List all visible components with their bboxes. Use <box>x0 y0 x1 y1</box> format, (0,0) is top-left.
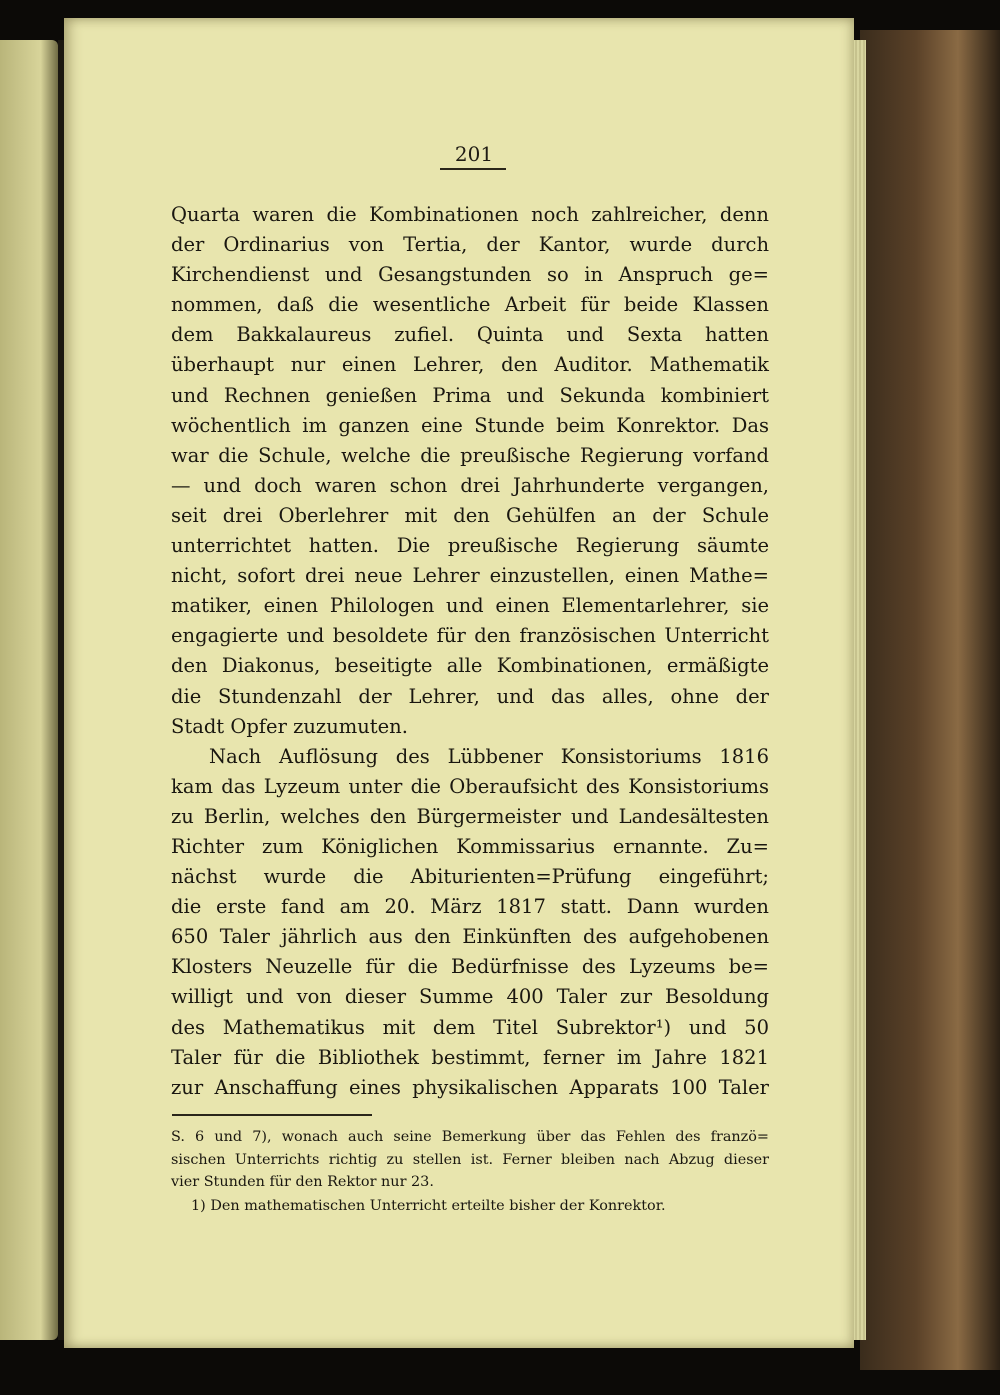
text-line: des Mathematikus mit dem Titel Subrektor¹) und 50 <box>171 1015 769 1039</box>
body-text <box>171 200 769 1103</box>
text-line: war die Schule, welche die preußische Regierung vorfand <box>171 443 769 467</box>
text-line: nommen, daß die wesentliche Arbeit für beide Klassen <box>171 293 769 317</box>
text-line: nicht, sofort drei neue Lehrer einzustellen, einen Mathe= <box>171 564 769 588</box>
text-line: 650 Taler jährlich aus den Einkünften des aufgehobenen <box>171 925 769 949</box>
page-number: 201 <box>454 142 494 166</box>
text-line: wöchentlich im ganzen eine Stunde beim Konrektor. Das <box>171 413 769 437</box>
text-line: Taler für die Bibliothek bestimmt, ferner im Jahre 1821 <box>171 1045 769 1069</box>
text-line: Klosters Neuzelle für die Bedürfnisse des Lyzeums be= <box>171 955 769 979</box>
text-line: Quarta waren die Kombinationen noch zahlreicher, denn <box>171 203 769 226</box>
text-line: zur Anschaffung eines physikalischen Apparats 100 Taler <box>171 1075 769 1099</box>
text-line: matiker, einen Philologen und einen Elementarlehrer, sie <box>171 594 769 618</box>
text-line: den Diakonus, beseitigte alle Kombinationen, ermäßigte <box>171 654 769 678</box>
text-line: engagierte und besoldete für den französischen Unterricht <box>171 624 769 648</box>
text-line: die Stundenzahl der Lehrer, und das alles, ohne der <box>171 684 769 708</box>
text-line: kam das Lyzeum unter die Oberaufsicht des Konsistoriums <box>171 774 769 798</box>
text-line: Stadt Opfer zuzumuten. <box>171 714 408 738</box>
book-page <box>64 18 854 1348</box>
footnote-line: sischen Unterrichts richtig zu stellen ist. Ferner bleiben nach Abzug dieser <box>171 1151 769 1168</box>
footnote-1: 1) Den mathematischen Unterricht erteilte bisher der Konrektor. <box>191 1197 666 1214</box>
text-line: willigt und von dieser Summe 400 Taler zur Besoldung <box>171 985 769 1009</box>
text-line: zu Berlin, welches den Bürgermeister und Landesältesten <box>171 804 769 828</box>
text-line: überhaupt nur einen Lehrer, den Auditor. Mathematik <box>171 353 769 377</box>
footnotes <box>171 1126 769 1217</box>
text-line: nächst wurde die Abiturienten=Prüfung eingeführt; <box>171 865 769 889</box>
text-line: der Ordinarius von Tertia, der Kantor, wurde durch <box>171 233 769 257</box>
book-cover <box>860 30 1000 1370</box>
text-line: unterrichtet hatten. Die preußische Regierung säumte <box>171 534 769 558</box>
text-line: Nach Auflösung des Lübbener Konsistoriums 1816 <box>209 744 769 768</box>
text-line: die erste fand am 20. März 1817 statt. Dann wurden <box>171 895 769 919</box>
footnote-line: S. 6 und 7), wonach auch seine Bemerkung über das Fehlen des franzö= <box>171 1129 769 1145</box>
text-line: Richter zum Königlichen Kommissarius ernannte. Zu= <box>171 834 769 858</box>
footnote-rule <box>172 1114 372 1116</box>
page-number-rule <box>440 168 506 170</box>
facing-page-edge <box>0 40 58 1340</box>
text-line: seit drei Oberlehrer mit den Gehülfen an der Schule <box>171 503 769 527</box>
text-line: und Rechnen genießen Prima und Sekunda kombiniert <box>171 383 769 407</box>
footnote-line: vier Stunden für den Rektor nur 23. <box>171 1174 434 1190</box>
text-line: — und doch waren schon drei Jahrhunderte vergangen, <box>171 473 769 497</box>
text-line: dem Bakkalaureus zufiel. Quinta und Sexta hatten <box>171 323 769 347</box>
text-line: Kirchendienst und Gesangstunden so in Anspruch ge= <box>171 263 769 287</box>
